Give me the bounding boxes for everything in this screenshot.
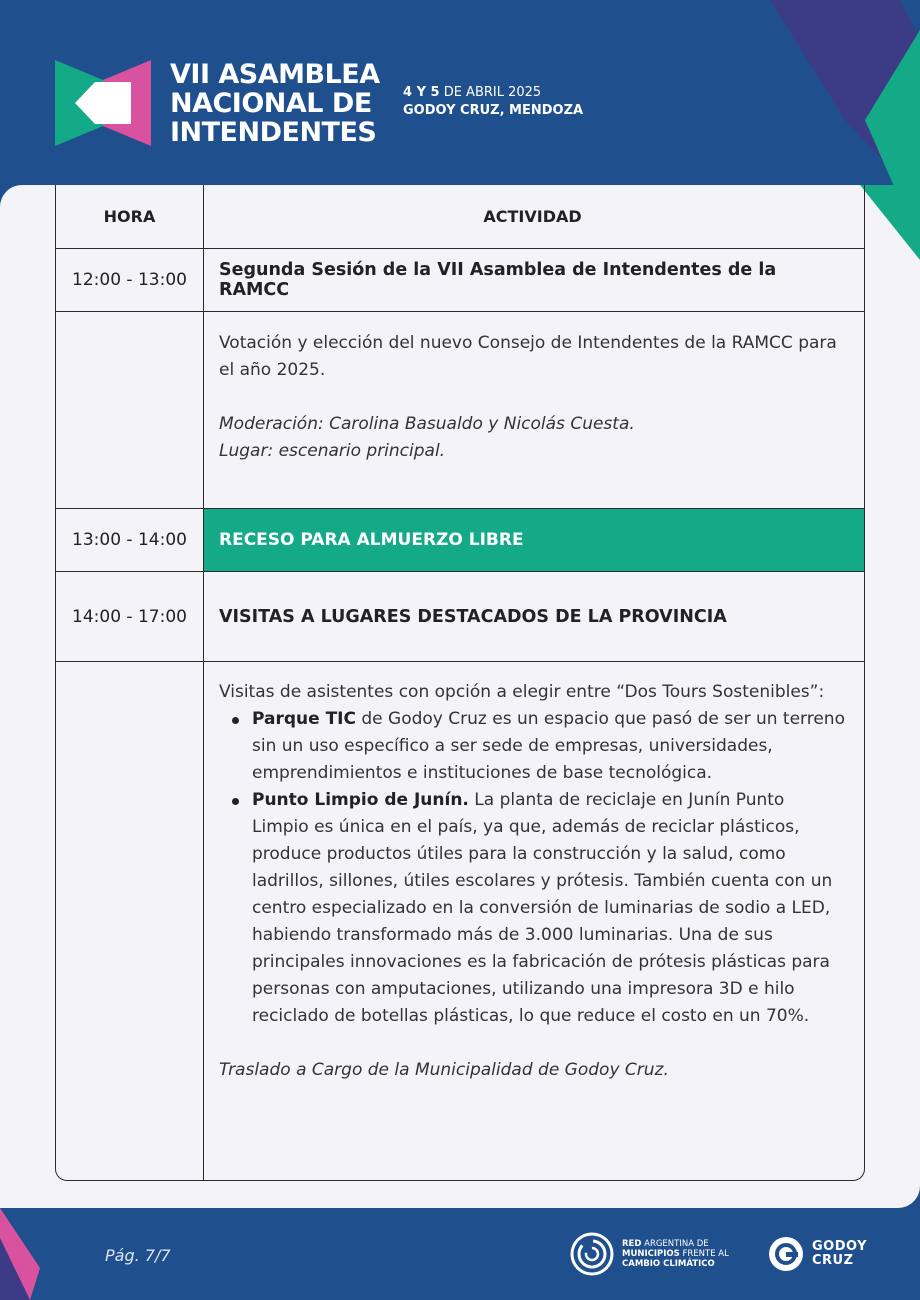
event-date	[403, 84, 583, 102]
activity-title: VISITAS A LUGARES DESTACADOS DE LA PROVINCIA	[219, 606, 727, 627]
ramcc-logo	[570, 1232, 729, 1276]
footer-decoration	[0, 1208, 60, 1300]
event-title	[170, 60, 380, 147]
ramcc-logo-text	[622, 1239, 729, 1269]
table-row	[56, 249, 864, 312]
activity-description-cell	[204, 662, 864, 1181]
list-item-title: Parque TIC	[252, 709, 356, 729]
activity-description	[219, 330, 846, 465]
godoy-line: GODOY	[812, 1239, 868, 1254]
transfer-note: Traslado a Cargo de la Municipalidad de Godoy Cruz.	[219, 1060, 669, 1080]
godoy-cruz-logo-icon	[768, 1236, 804, 1272]
description-text: Votación y elección del nuevo Consejo de Intendentes de la RAMCC para el año 2025.	[219, 333, 837, 380]
tour-list	[219, 706, 846, 1030]
table-row	[56, 312, 864, 509]
table-row	[56, 572, 864, 662]
event-logo-icon	[55, 60, 151, 146]
table-row	[56, 509, 864, 572]
break-activity: RECESO PARA ALMUERZO LIBRE	[204, 509, 864, 571]
ramcc-line	[622, 1259, 729, 1269]
ramcc-line-thin: FRENTE AL	[679, 1249, 729, 1259]
activity-description-cell	[204, 312, 864, 508]
event-title-line: INTENDENTES	[170, 117, 377, 148]
page-number: Pág. 7/7	[105, 1246, 171, 1265]
column-header-actividad: ACTIVIDAD	[483, 207, 582, 226]
time-cell-empty	[56, 662, 204, 1181]
event-info	[403, 84, 583, 120]
sheet-corner-decoration	[860, 185, 920, 265]
footer	[0, 1208, 920, 1300]
header-decoration	[770, 0, 920, 200]
table-header-row	[56, 185, 864, 249]
agenda-table	[55, 185, 865, 1181]
event-date-days: 4 Y 5	[403, 85, 440, 100]
list-item	[219, 787, 846, 1030]
time-cell: 13:00 - 14:00	[56, 509, 204, 571]
event-date-month: DE ABRIL 2025	[439, 85, 542, 100]
godoy-cruz-logo-text	[812, 1240, 867, 1268]
place-text: Lugar: escenario principal.	[219, 441, 446, 461]
time-cell: 14:00 - 17:00	[56, 572, 204, 661]
ramcc-logo-icon	[570, 1232, 614, 1276]
godoy-cruz-logo	[768, 1236, 867, 1272]
activity-description	[219, 679, 846, 1084]
ramcc-line	[622, 1239, 729, 1249]
event-title-line: NACIONAL DE	[170, 88, 372, 119]
list-item-text: La planta de reciclaje en Junín Punto Limpio es única en el país, ya que, además de reciclar plásticos, produce productos útiles para la construcción y la salud, como ladrillos, sillones, útiles escolares y prótesis. También cuenta con un centro especializado en la conversión de luminarias de sodio a LED, habiendo transformado más de 3.000 luminarias. Una de sus principales innovaciones es la fabricación de prótesis plásticas para personas con amputaciones, utilizando una impresora 3D e hilo reciclado de botellas plásticas, lo que reduce el costo en un 70%.	[252, 790, 833, 1026]
description-intro: Visitas de asistentes con opción a elegir entre “Dos Tours Sostenibles”:	[219, 682, 825, 702]
godoy-line: CRUZ	[812, 1253, 854, 1268]
activity-title: Segunda Sesión de la VII Asamblea de Intendentes de la RAMCC	[219, 260, 777, 300]
list-item-title: Punto Limpio de Junín.	[252, 790, 469, 810]
time-cell-empty	[56, 312, 204, 508]
moderation-text: Moderación: Carolina Basualdo y Nicolás Cuesta.	[219, 414, 635, 434]
time-cell: 12:00 - 13:00	[56, 249, 204, 311]
event-place: GODOY CRUZ, MENDOZA	[403, 103, 584, 118]
ramcc-line-bold: MUNICIPIOS	[622, 1249, 680, 1259]
ramcc-line-bold: RED	[622, 1239, 642, 1249]
column-header-hora: HORA	[56, 185, 204, 248]
list-item-text: de Godoy Cruz es un espacio que pasó de ser un terreno sin un uso específico a ser sede de empresas, universidades, emprendimientos e instituciones de base tecnológica.	[252, 709, 845, 783]
ramcc-line-thin: ARGENTINA DE	[641, 1239, 709, 1249]
header	[0, 0, 920, 200]
event-title-line: VII ASAMBLEA	[170, 59, 380, 90]
ramcc-line-bold: CAMBIO CLIMÁTICO	[622, 1259, 715, 1269]
ramcc-line	[622, 1249, 729, 1259]
table-row	[56, 662, 864, 1181]
list-item	[219, 706, 846, 787]
